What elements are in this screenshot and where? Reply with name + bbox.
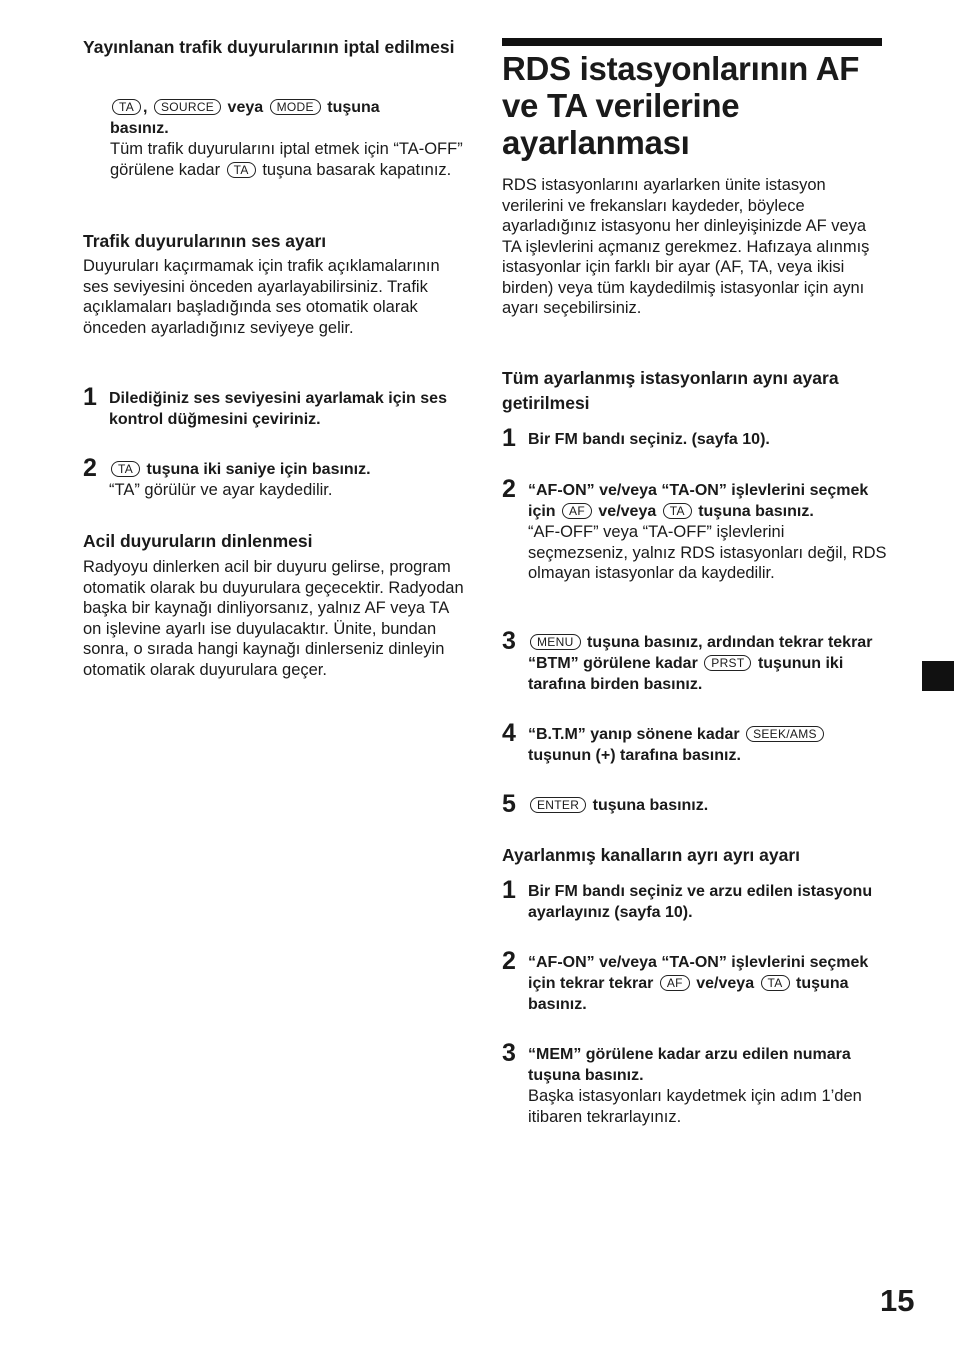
step-number: 4 [502,719,516,747]
ta-key: TA [112,99,141,115]
cancel-instruction: TA , SOURCE veya MODE tuşuna basınız. [110,99,380,137]
af-key: AF [562,503,592,519]
page-number: 15 [880,1283,915,1318]
step-number: 1 [83,383,97,411]
source-key: SOURCE [154,99,221,115]
intro-body: RDS istasyonlarını ayarlarken ünite istasyon verilerini ve frekansları kaydeder, böylece ayarladığınız istasyonu her dinleyişinizde AF veya TA işlevlerini açmanız gerekmez. Hafızaya alınmış istasyonlar için farklı bir ayar (AF, TA, veya ikisi birden) veya tüm kaydedilmiş istasyonlar için aynı ayarı seçebilirsiniz. [502,176,870,317]
step-text: MENU tuşuna basınız, ardından tekrar tekrar “BTM” görülene kadar PRST tuşunun iki tarafına birden basınız. [528,634,873,693]
af-key: AF [660,975,690,991]
step-text: “B.T.M” yanıp sönene kadar SEEK/AMS tuşunun (+) tarafına basınız. [528,724,887,766]
step-1 [502,424,887,452]
step-number: 2 [502,947,516,975]
step-number: 2 [83,454,97,482]
section-heading-individual: Ayarlanmış kanalların ayrı ayrı ayarı [502,845,801,865]
step-number: 3 [502,627,516,655]
seek-ams-key: SEEK/AMS [746,726,824,742]
step-3 [502,627,887,695]
ta-key: TA [227,162,256,178]
step-text: ENTER tuşuna basınız. [528,795,887,816]
step-number: 2 [502,475,516,503]
step-note: Başka istasyonları kaydetmek için adım 1’den itibaren tekrarlayınız. [528,1087,862,1126]
step-2 [502,475,887,584]
step-note: “TA” görülür ve ayar kaydedilir. [109,481,333,499]
cancel-note: Tüm trafik duyurularını iptal etmek için “TA-OFF” görülene kadar TA tuşuna basarak kapatınız. [110,140,463,179]
ta-key: TA [111,461,140,477]
step-text: Dilediğiniz ses seviyesini ayarlamak için ses kontrol düğmesini çeviriniz. [109,390,447,428]
mode-key: MODE [270,99,321,115]
menu-key: MENU [530,634,581,650]
step-number: 5 [502,790,516,818]
volume-body: Duyuruları kaçırmamak için trafik açıklamalarının ses seviyesini önceden ayarlayabilirsiniz. Trafik açıklamaları başladığında ses otomatik olarak önceden ayarladığınız seviyeye gelir. [83,257,440,337]
step-3 [502,1039,887,1127]
step-5 [502,790,887,818]
section-heading-all-stations: Tüm ayarlanmış istasyonların aynı ayara getirilmesi [502,368,839,413]
step-text: “AF-ON” ve/veya “TA-ON” işlevlerini seçmek için tekrar tekrar AF ve/veya TA tuşuna basınız. [528,954,869,1013]
ta-key: TA [761,975,790,991]
section-heading-emergency: Acil duyuruların dinlenmesi [83,531,313,551]
step-4 [502,719,887,766]
step-1 [502,876,887,923]
step-number: 1 [502,424,516,452]
section-tab-marker [922,661,954,691]
step-text: Bir FM bandı seçiniz ve arzu edilen istasyonu ayarlayınız (sayfa 10). [528,883,873,921]
emergency-body: Radyoyu dinlerken acil bir duyuru gelirse, program otomatik olarak bu duyurulara geçecektir. Radyodan başka bir kaynağı dinliyorsanız, yalnız AF veya TA on işlevine ayarlı ise duyulacaktır. Ünite, bundan sonra, o sırada hangi kaynağı dinlerseniz dinleyin otomatik olarak duyurulara geçer. [83,558,464,679]
step-2 [83,454,468,501]
step-2 [502,947,887,1015]
ta-key: TA [663,503,692,519]
step-number: 1 [502,876,516,904]
step-text: “MEM” görülene kadar arzu edilen numara tuşuna basınız. [528,1046,851,1084]
step-1 [83,383,468,430]
step-text: Bir FM bandı seçiniz. (sayfa 10). [528,431,770,448]
page-title: RDS istasyonlarının AF ve TA verilerine ayarlanması [502,50,860,161]
title-rule [502,38,882,46]
step-number: 3 [502,1039,516,1067]
step-text: TA tuşuna iki saniye için basınız. [109,459,468,480]
enter-key: ENTER [530,797,586,813]
prst-key: PRST [704,655,751,671]
section-heading-traffic-cancel: Yayınlanan trafik duyurularının iptal edilmesi [83,37,455,57]
step-note: “AF-OFF” veya “TA-OFF” işlevlerini seçmezseniz, yalnız RDS istasyonları değil, RDS olmayan istasyonlar da kaydedilir. [528,523,887,582]
section-heading-volume: Trafik duyurularının ses ayarı [83,231,327,251]
step-text: “AF-ON” ve/veya “TA-ON” işlevlerini seçmek için AF ve/veya TA tuşuna basınız. [528,482,869,520]
